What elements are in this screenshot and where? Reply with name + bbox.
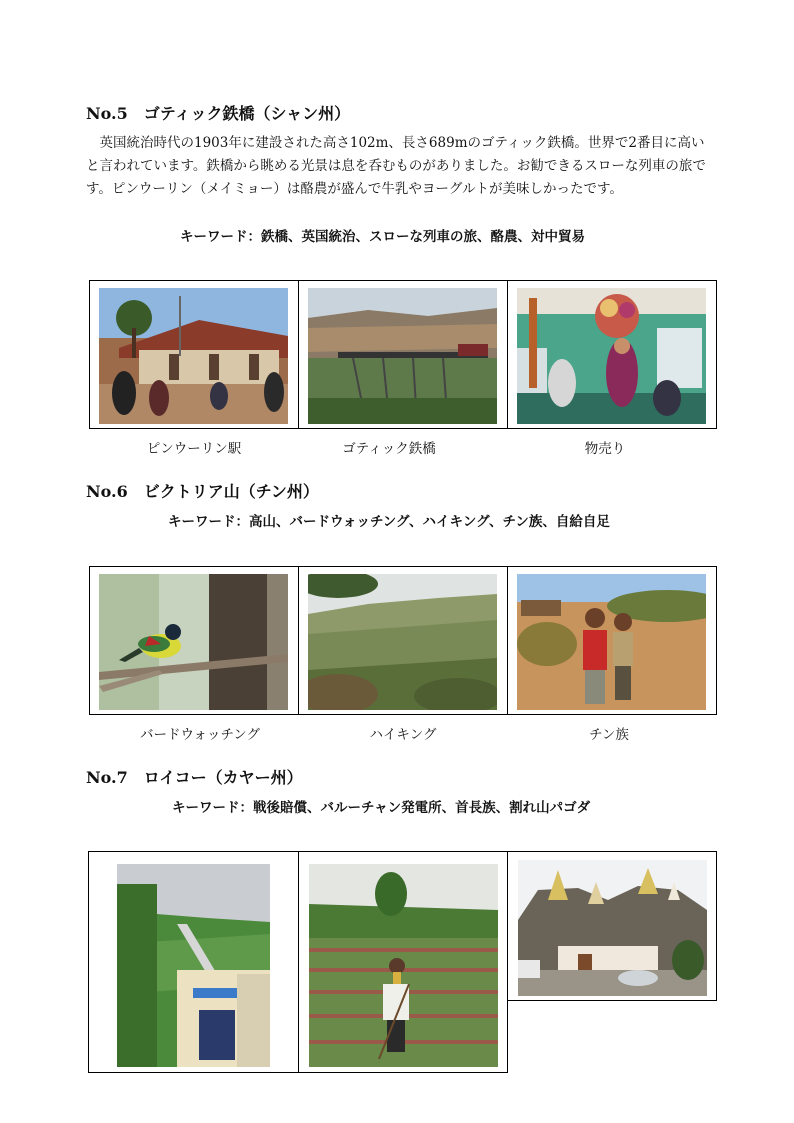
photo-cell-viaduct <box>298 280 508 429</box>
vendor-photo <box>517 288 706 424</box>
viaduct-photo <box>308 288 497 424</box>
section-7-keywords: キーワード：戦後賠償、バルーチャン発電所、首長族、割れ山パゴダ <box>172 800 591 816</box>
photo-cell-station <box>89 280 299 429</box>
caption-bird: バードウォッチング <box>139 727 260 743</box>
section-5-keywords: キーワード：鉄橋、英国統治、スローな列車の旅、酪農、対中貿易 <box>180 229 585 245</box>
caption-chin: チン族 <box>589 727 629 743</box>
station-photo <box>99 288 288 424</box>
photo-cell-pagoda <box>507 851 717 1001</box>
chin-photo <box>517 574 706 710</box>
long-neck-photo <box>309 864 498 1067</box>
photo-cell-vendor <box>507 280 717 429</box>
bird-photo <box>99 574 288 710</box>
power-station-photo <box>117 864 270 1067</box>
caption-hiking: ハイキング <box>369 727 437 743</box>
section-6-heading: No.6 ビクトリア山（チン州） <box>86 482 319 501</box>
section-7-heading: No.7 ロイコー（カヤー州） <box>86 768 303 787</box>
caption-vendor: 物売り <box>584 441 626 457</box>
photo-cell-bird <box>89 566 299 715</box>
caption-station: ピンウーリン駅 <box>146 441 242 457</box>
section-5-paragraph: 英国統治時代の1903年に建設された高さ102m、長さ689mのゴティック鉄橋。世界で2番目に高いと言われています。鉄橋から眺める光景は息を呑むものがありました。お勧できるスローな列車の旅です。ピンウーリン（メイミョー）は酪農が盛んで牛乳やヨーグルトが美味しかったです。 <box>86 135 706 197</box>
pagoda-photo <box>518 860 707 996</box>
section-6-keywords: キーワード：高山、バードウォッチング、ハイキング、チン族、自給自足 <box>168 514 610 530</box>
caption-viaduct: ゴティック鉄橋 <box>342 441 436 457</box>
photo-cell-chin <box>507 566 717 715</box>
section-5-heading: No.5 ゴティック鉄橋（シャン州） <box>86 104 351 123</box>
photo-cell-long-neck <box>298 851 508 1073</box>
hiking-photo <box>308 574 497 710</box>
photo-cell-hiking <box>298 566 508 715</box>
photo-cell-power-station <box>88 851 299 1073</box>
